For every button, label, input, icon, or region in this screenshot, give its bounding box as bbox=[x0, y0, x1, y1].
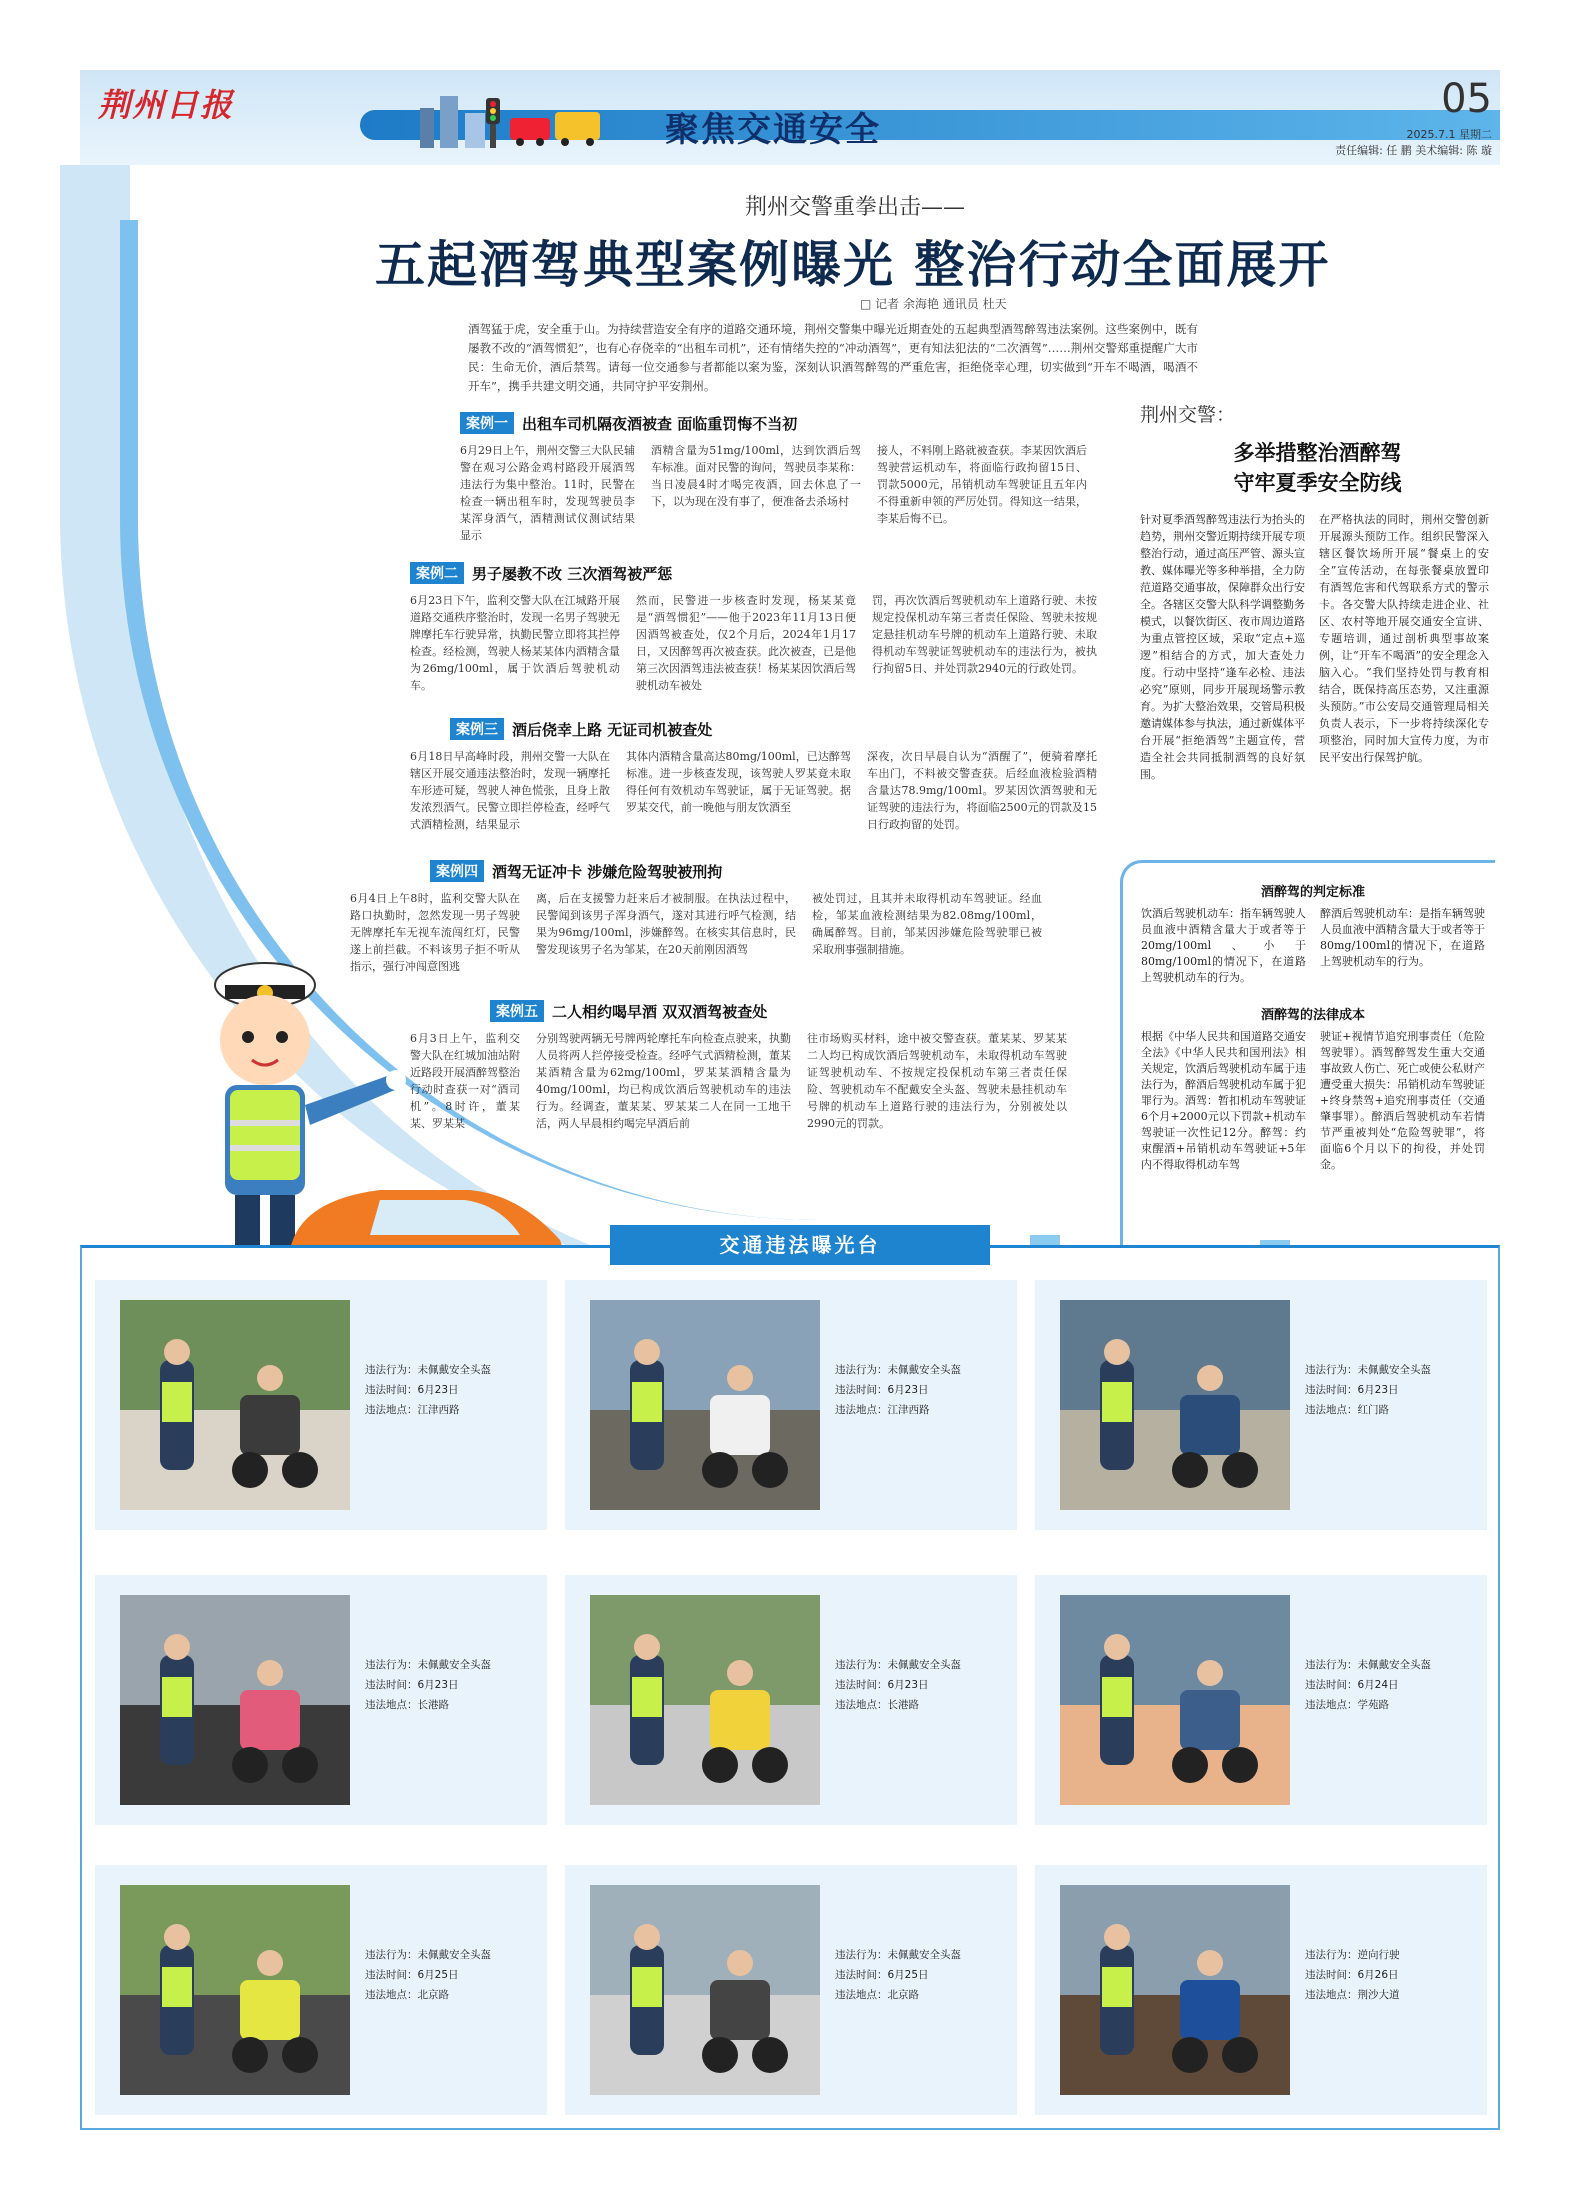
violation-act: 未佩戴安全头盔 bbox=[417, 1364, 491, 1376]
violation-time: 6月23日 bbox=[417, 1679, 459, 1691]
violation-act: 未佩戴安全头盔 bbox=[887, 1364, 961, 1376]
violation-place-label: 违法地点： bbox=[1305, 1699, 1358, 1711]
violation-time: 6月23日 bbox=[417, 1384, 459, 1396]
case-title: 男子屡教不改 三次酒驾被严惩 bbox=[472, 564, 673, 583]
page-header bbox=[80, 70, 1500, 165]
case-text: 6月23日下午，监利交警大队在江城路开展道路交通秩序整治时，发现一名男子驾驶无牌摩托车行驶异常，执勤民警立即将其拦停检查。经检测，驾驶人杨某某体内酒精含量为26mg/100ml，属于饮酒后驾驶机动车。 bbox=[410, 594, 620, 692]
case-text: 酒精含量为51mg/100ml，达到饮酒后驾车标准。面对民警的询问，驾驶员李某称：当日凌晨4时才喝完夜酒，回去休息了一下，以为现在没有事了，便准备去杀场村 bbox=[651, 444, 861, 508]
violation-act-label: 违法行为： bbox=[365, 1949, 418, 1961]
case-text: 被处罚过，且其并未取得机动车驾驶证。经血检，邹某血液检测结果为82.08mg/100ml，确属醉驾。目前，邹某因涉嫌危险驾驶罪已被采取刑事强制措施。 bbox=[812, 892, 1042, 956]
section-title: 聚焦交通安全 bbox=[665, 110, 881, 150]
case-4 bbox=[350, 860, 1110, 975]
violation-info bbox=[1305, 1655, 1475, 1715]
case-text: 6月29日上午，荆州交警三大队民辅警在观习公路金鸡村路段开展酒驾违法行为集中整治。11时，民警在检查一辆出租车时，发现驾驶员李某浑身酒气，酒精测试仪测试结果显示 bbox=[460, 444, 635, 542]
violation-act-label: 违法行为： bbox=[835, 1949, 888, 1961]
case-1 bbox=[460, 412, 1110, 544]
case-tag: 案例一 bbox=[460, 412, 514, 434]
violation-time: 6月23日 bbox=[1357, 1384, 1399, 1396]
violation-place-label: 违法地点： bbox=[365, 1989, 418, 2001]
sidebar-text: 在严格执法的同时，荆州交警创新开展源头预防工作。组织民警深入辖区餐饮场所开展“餐桌上的安全”宣传活动，在每张餐桌放置印有酒驾危害和代驾联系方式的警示卡。各交警大队持续走进企业、社区、农村等地开展交通安全宣讲、专题培训，通过剖析典型事故案例，让“开车不喝酒”的安全理念入脑入心。“我们坚持处罚与教育相结合，既保持高压态势，又注重源头预防。”市公安局交通管理局相关负责人表示，下一步将持续深化专项整治，同时加大宣传力度，为市民平安出行保驾护航。 bbox=[1319, 513, 1489, 764]
violation-time-label: 违法时间： bbox=[1305, 1384, 1358, 1396]
violation-place-label: 违法地点： bbox=[365, 1404, 418, 1416]
violation-act: 未佩戴安全头盔 bbox=[887, 1659, 961, 1671]
article-headline: 五起酒驾典型案例曝光 整治行动全面展开 bbox=[375, 235, 1331, 294]
masthead-logo: 荆州日报 bbox=[98, 86, 235, 124]
violation-place-label: 违法地点： bbox=[835, 1989, 888, 2001]
violation-photo bbox=[590, 1595, 820, 1805]
violation-photo bbox=[590, 1300, 820, 1510]
violation-place: 学苑路 bbox=[1357, 1699, 1389, 1711]
violation-act-label: 违法行为： bbox=[1305, 1949, 1358, 1961]
violation-place-label: 违法地点： bbox=[365, 1699, 418, 1711]
violation-time-label: 违法时间： bbox=[365, 1969, 418, 1981]
exposure-card bbox=[1035, 1865, 1487, 2115]
sidebar-article bbox=[1140, 400, 1495, 783]
case-3 bbox=[410, 718, 1110, 833]
page-number: 05 bbox=[1441, 76, 1492, 122]
article-kicker: 荆州交警重拳出击—— bbox=[745, 195, 966, 220]
case-text: 深夜，次日早晨自认为“酒醒了”，便骑着摩托车出门，不料被交警查获。后经血液检验酒精含量达78.9mg/100ml。罗某因饮酒驾驶和无证驾驶的违法行为，将面临2500元的罚款及15日行政拘留的处罚。 bbox=[867, 750, 1097, 831]
violation-photo bbox=[1060, 1300, 1290, 1510]
violation-place-label: 违法地点： bbox=[835, 1699, 888, 1711]
case-text: 其体内酒精含量高达80mg/100ml，已达醉驾标准。进一步核查发现，该驾驶人罗某竟未取得任何有效机动车驾驶证，属于无证驾驶。据罗某交代，前一晚他与朋友饮酒至 bbox=[626, 750, 851, 814]
case-text: 接人，不料刚上路就被查获。李某因饮酒后驾驶营运机动车，将面临行政拘留15日、罚款5000元，吊销机动车驾驶证且五年内不得重新申领的严厉处罚。得知这一结果，李某后悔不已。 bbox=[877, 444, 1087, 525]
standards-text: 饮酒后驾驶机动车：指车辆驾驶人员血液中酒精含量大于或者等于20mg/100ml、小于80mg/100ml的情况下，在道路上驾驶机动车的行为。 bbox=[1141, 907, 1306, 984]
case-2 bbox=[410, 562, 1110, 694]
violation-act-label: 违法行为： bbox=[835, 1659, 888, 1671]
case-tag: 案例四 bbox=[430, 860, 484, 882]
sidebar-title: 多举措整治酒醉驾 bbox=[1233, 440, 1402, 465]
violation-time-label: 违法时间： bbox=[365, 1384, 418, 1396]
standards-heading: 酒醉驾的判定标准 bbox=[1260, 885, 1365, 900]
violation-info bbox=[365, 1360, 535, 1420]
case-tag: 案例五 bbox=[490, 1000, 544, 1022]
violation-act: 未佩戴安全头盔 bbox=[417, 1949, 491, 1961]
violation-photo bbox=[120, 1885, 350, 2095]
case-title: 出租车司机隔夜酒被查 面临重罚悔不当初 bbox=[522, 414, 798, 433]
violation-time-label: 违法时间： bbox=[1305, 1969, 1358, 1981]
traffic-city-icon bbox=[410, 88, 610, 148]
editors-credit: 责任编辑: 任 鹏 美术编辑: 陈 璇 bbox=[1335, 144, 1492, 157]
exposure-card bbox=[565, 1575, 1017, 1825]
violation-act-label: 违法行为： bbox=[365, 1364, 418, 1376]
exposure-card bbox=[1035, 1280, 1487, 1530]
violation-photo bbox=[1060, 1885, 1290, 2095]
violation-info bbox=[1305, 1360, 1475, 1420]
violation-act: 未佩戴安全头盔 bbox=[1357, 1659, 1431, 1671]
violation-time-label: 违法时间： bbox=[835, 1679, 888, 1691]
violation-place-label: 违法地点： bbox=[835, 1404, 888, 1416]
violation-place: 江津西路 bbox=[887, 1404, 930, 1416]
standards-text: 醉酒后驾驶机动车：是指车辆驾驶人员血液中酒精含量大于或者等于80mg/100ml的情况下，在道路上驾驶机动车的行为。 bbox=[1320, 907, 1485, 968]
violation-info bbox=[835, 1360, 1005, 1420]
violation-info bbox=[835, 1945, 1005, 2005]
article-lead: 酒驾猛于虎，安全重于山。为持续营造安全有序的道路交通环境，荆州交警集中曝光近期查处的五起典型酒驾醉驾违法案例。这些案例中，既有屡教不改的“酒驾惯犯”，也有心存侥幸的“出租车司机”，还有情绪失控的“冲动酒驾”，更有知法犯法的“二次酒驾”……荆州交警郑重提醒广大市民：生命无价，酒后禁驾。请每一位交通参与者都能以案为鉴，深刻认识酒驾醉驾的严重危害，拒绝侥幸心理，切实做到“开车不喝酒，喝酒不开车”，携手共建文明交通，共同守护平安荆州。 bbox=[468, 322, 1198, 393]
violation-place-label: 违法地点： bbox=[1305, 1989, 1358, 2001]
violation-time-label: 违法时间： bbox=[835, 1969, 888, 1981]
violation-place-label: 违法地点： bbox=[1305, 1404, 1358, 1416]
violation-info bbox=[1305, 1945, 1475, 2005]
violation-time-label: 违法时间： bbox=[365, 1679, 418, 1691]
sidebar-kicker: 荆州交警： bbox=[1140, 404, 1236, 426]
violation-time: 6月25日 bbox=[417, 1969, 459, 1981]
case-text: 离，后在支援警力赶来后才被制服。在执法过程中，民警闻到该男子浑身酒气，遂对其进行呼气检测，结果为96mg/100ml，涉嫌醉驾。在核实其信息时，民警发现该男子名为邹某，在20天前刚因酒驾 bbox=[536, 892, 796, 956]
violation-place: 江津西路 bbox=[417, 1404, 460, 1416]
case-title: 酒后侥幸上路 无证司机被查处 bbox=[512, 720, 713, 739]
violation-act-label: 违法行为： bbox=[365, 1659, 418, 1671]
case-tag: 案例三 bbox=[450, 718, 504, 740]
exposure-card bbox=[1035, 1575, 1487, 1825]
case-text: 往市场购买材料，途中被交警查获。董某某、罗某某二人均已构成饮酒后驾驶机动车，未取得机动车驾驶证驾驶机动车、不按规定投保机动车第三者责任保险、驾驶机动车不配戴安全头盔、驾驶未悬挂机动车号牌的机动车上道路行驶的违法行为，分别被处以2990元的罚款。 bbox=[807, 1032, 1067, 1130]
exposure-card bbox=[95, 1280, 547, 1530]
violation-place: 长港路 bbox=[887, 1699, 919, 1711]
article-byline: □ 记者 余海艳 通讯员 杜天 bbox=[860, 297, 1007, 311]
violation-place: 荆沙大道 bbox=[1357, 1989, 1400, 2001]
case-text: 分别驾驶两辆无号牌两轮摩托车向检查点驶来，执勤人员将两人拦停接受检查。经呼气式酒精检测，董某某酒精含量为62mg/100ml，罗某某酒精含量为40mg/100ml，均已构成饮酒后驾驶机动车的违法行为。经调查，董某某、罗某某二人在同一工地干活，两人早晨相约喝完早酒后前 bbox=[536, 1032, 791, 1130]
violation-photo bbox=[590, 1885, 820, 2095]
case-tag: 案例二 bbox=[410, 562, 464, 584]
violation-place: 红门路 bbox=[1357, 1404, 1389, 1416]
issue-date: 2025.7.1 星期二 bbox=[1406, 128, 1492, 141]
newspaper-page bbox=[80, 70, 1500, 2130]
violation-place: 北京路 bbox=[417, 1989, 449, 2001]
legal-cost-text: 驶证+视情节追究刑事责任（危险驾驶罪）。酒驾醉驾发生重大交通事故致人伤亡、死亡或使公私财产遭受重大损失：吊销机动车驾驶证+终身禁驾+追究刑事责任（交通肇事罪）。醉酒后驾驶机动车若情节严重被判处“危险驾驶罪”，将面临6个月以下的拘役，并处罚金。 bbox=[1320, 1030, 1485, 1171]
violation-photo bbox=[120, 1595, 350, 1805]
violation-place: 北京路 bbox=[887, 1989, 919, 2001]
case-text: 然而，民警进一步核查时发现，杨某某竟是“酒驾惯犯”——他于2023年11月13日便因酒驾被查处，仅2个月后，2024年1月17日，又因醉驾再次被查获。此次被查，已是他第三次因酒驾违法被查获！杨某某因饮酒后驾驶机动车被处 bbox=[636, 594, 856, 692]
sidebar-text: 针对夏季酒驾醉驾违法行为抬头的趋势，荆州交警近期持续开展专项整治行动，通过高压严管、源头宣教、媒体曝光等多种举措，全力防范道路交通事故，保障群众出行安全。各辖区交警大队科学调整勤务模式，以餐饮街区、夜市周边道路为重点管控区域，采取“定点+巡逻”相结合的方式，加大查处力度。行动中坚持“逢车必检、违法必究”原则，同步开展现场警示教育。为扩大整治效果，交管局积极邀请媒体参与执法，通过新媒体平台开展“拒绝酒驾”主题宣传，营造全社会共同抵制酒驾的良好氛围。 bbox=[1140, 513, 1305, 781]
violation-act-label: 违法行为： bbox=[1305, 1364, 1358, 1376]
violation-time: 6月26日 bbox=[1357, 1969, 1399, 1981]
violation-info bbox=[835, 1655, 1005, 1715]
violation-time-label: 违法时间： bbox=[1305, 1679, 1358, 1691]
violation-act-label: 违法行为： bbox=[1305, 1659, 1358, 1671]
case-text: 6月18日早高峰时段，荆州交警一大队在辖区开展交通违法整治时，发现一辆摩托车形迹可疑，驾驶人神色慌张，且身上散发浓烈酒气。民警立即拦停检查，经呼气式酒精检测，结果显示 bbox=[410, 750, 610, 831]
violation-photo bbox=[120, 1300, 350, 1510]
exposure-card bbox=[565, 1280, 1017, 1530]
violation-info bbox=[365, 1655, 535, 1715]
violation-act: 未佩戴安全头盔 bbox=[1357, 1364, 1431, 1376]
violation-act: 逆向行驶 bbox=[1357, 1949, 1400, 1961]
case-5 bbox=[410, 1000, 1110, 1132]
violation-time: 6月24日 bbox=[1357, 1679, 1399, 1691]
case-text: 罚，再次饮酒后驾驶机动车上道路行驶、未按规定投保机动车第三者责任保险、驾驶未按规定悬挂机动车号牌的机动车上道路行驶、未取得机动车驾驶证驾驶机动车的违法行为，被执行拘留5日、并处罚款2940元的行政处罚。 bbox=[872, 594, 1097, 675]
legal-cost-text: 根据《中华人民共和国道路交通安全法》《中华人民共和国刑法》相关规定，饮酒后驾驶机动车属于违法行为，醉酒后驾驶机动车属于犯罪行为。酒驾：暂扣机动车驾驶证6个月+2000元以下罚款+机动车驾驶证一次性记12分。醉驾：约束醒酒+吊销机动车驾驶证+5年内不得取得机动车驾 bbox=[1141, 1030, 1306, 1171]
case-title: 二人相约喝早酒 双双酒驾被查处 bbox=[552, 1002, 768, 1021]
case-text: 6月4日上午8时，监利交警大队在路口执勤时，忽然发现一男子驾驶无牌摩托车无视车流闯红灯，民警遂上前拦截。不料该男子拒不听从指示，强行冲闯意图逃 bbox=[350, 892, 520, 973]
exposure-title: 交通违法曝光台 bbox=[610, 1225, 990, 1265]
violation-time: 6月23日 bbox=[887, 1679, 929, 1691]
case-text: 6月3日上午，监利交警大队在红城加油站附近路段开展酒醉驾整治行动时查获一对“酒司机”。8时许，董某某、罗某某 bbox=[410, 1032, 520, 1130]
violation-info bbox=[365, 1945, 535, 2005]
exposure-card bbox=[565, 1865, 1017, 2115]
exposure-card bbox=[95, 1575, 547, 1825]
violation-time: 6月23日 bbox=[887, 1384, 929, 1396]
violation-photo bbox=[1060, 1595, 1290, 1805]
violation-act: 未佩戴安全头盔 bbox=[887, 1949, 961, 1961]
case-title: 酒驾无证冲卡 涉嫌危险驾驶被刑拘 bbox=[492, 862, 723, 881]
violation-act-label: 违法行为： bbox=[835, 1364, 888, 1376]
violation-place: 长港路 bbox=[417, 1699, 449, 1711]
legal-cost-heading: 酒醉驾的法律成本 bbox=[1260, 1008, 1365, 1023]
exposure-card bbox=[95, 1865, 547, 2115]
violation-time-label: 违法时间： bbox=[835, 1384, 888, 1396]
violation-time: 6月25日 bbox=[887, 1969, 929, 1981]
violation-act: 未佩戴安全头盔 bbox=[417, 1659, 491, 1671]
sidebar-subtitle: 守牢夏季安全防线 bbox=[1233, 470, 1402, 495]
